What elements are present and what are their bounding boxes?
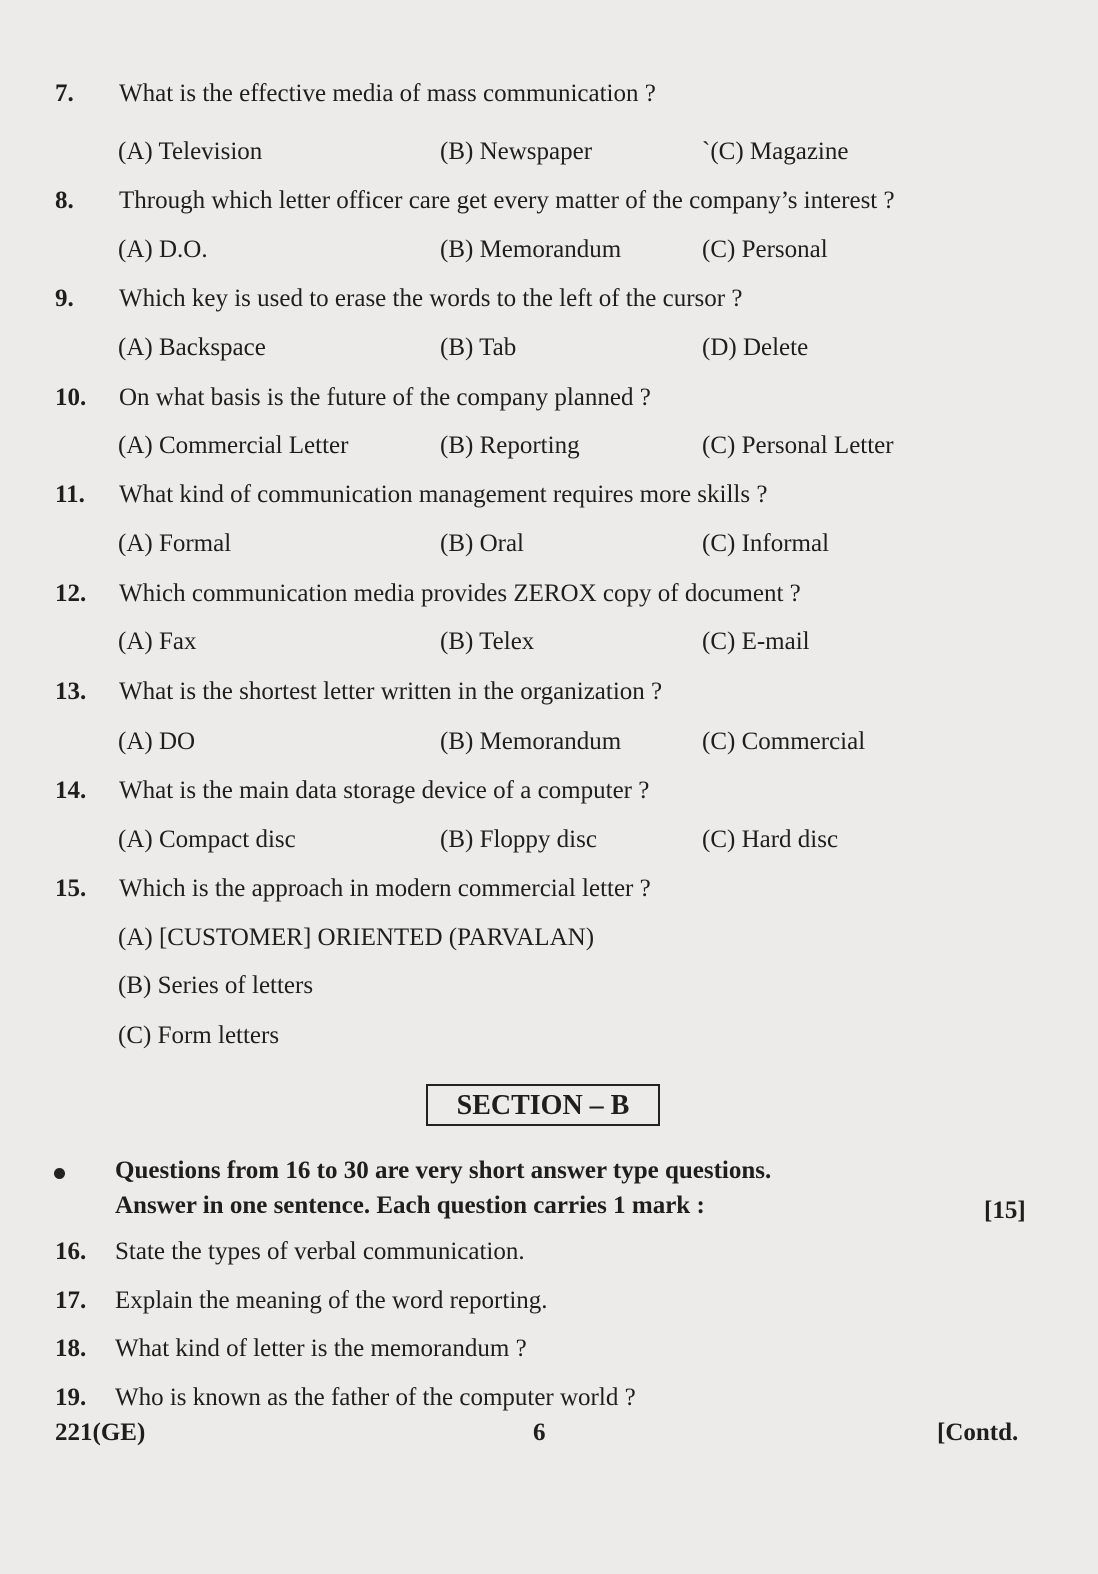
question-text: What kind of communication management requires more skills ? [119,481,768,508]
question-text: What is the main data storage device of a computer ? [119,777,650,804]
option-a: (A) D.O. [118,236,208,263]
option-c: (C) Commercial [702,728,866,755]
question-text: Who is known as the father of the computer world ? [115,1384,636,1411]
page-number: 6 [533,1419,546,1446]
option-d: (D) Delete [702,334,809,361]
question-text: State the types of verbal communication. [115,1238,525,1265]
question-text: Which communication media provides ZEROX copy of document ? [119,580,801,607]
question-text: What kind of letter is the memorandum ? [115,1335,527,1362]
option-c: (C) Personal [702,236,828,263]
section-b-instruction-line1: Questions from 16 to 30 are very short answer type questions. [115,1157,772,1184]
question-number: 11. [55,481,85,508]
option-a: (A) Television [118,138,263,165]
option-a: (A) Formal [118,530,232,557]
option-b: (B) Memorandum [440,236,622,263]
section-b-marks: [15] [984,1197,1026,1224]
question-text: On what basis is the future of the company planned ? [119,384,651,411]
option-b: (B) Oral [440,530,524,557]
option-a: (A) DO [118,728,196,755]
option-c: `(C) Magazine [702,138,849,165]
question-number: 15. [55,875,87,902]
continued-label: [Contd. [937,1419,1019,1446]
option-a: (A) Backspace [118,334,266,361]
option-b: (B) Telex [440,628,535,655]
question-number: 8. [55,187,74,214]
question-number: 10. [55,384,87,411]
question-number: 16. [55,1238,87,1265]
option-b: (B) Series of letters [118,972,314,999]
question-text: Which key is used to erase the words to the left of the cursor ? [119,285,743,312]
section-b-heading: SECTION – B [426,1084,660,1126]
question-number: 12. [55,580,87,607]
bullet-icon [54,1168,65,1179]
section-b-instruction-line2: Answer in one sentence. Each question carries 1 mark : [115,1192,705,1219]
question-text: What is the shortest letter written in the organization ? [119,678,663,705]
question-text: Through which letter officer care get every matter of the company’s interest ? [119,187,895,214]
option-a: (A) [CUSTOMER] ORIENTED (PARVALAN) [118,924,595,951]
paper-code: 221(GE) [55,1419,146,1446]
option-c: (C) Form letters [118,1022,280,1049]
question-text: What is the effective media of mass communication ? [119,80,656,107]
question-number: 9. [55,285,74,312]
option-c: (C) Personal Letter [702,432,894,459]
option-c: (C) Hard disc [702,826,839,853]
question-number: 17. [55,1287,87,1314]
question-text: Which is the approach in modern commercial letter ? [119,875,651,902]
question-number: 13. [55,678,87,705]
question-number: 19. [55,1384,87,1411]
option-b: (B) Floppy disc [440,826,597,853]
option-a: (A) Compact disc [118,826,296,853]
option-c: (C) Informal [702,530,830,557]
question-number: 14. [55,777,87,804]
option-b: (B) Tab [440,334,517,361]
option-c: (C) E-mail [702,628,810,655]
question-number: 7. [55,80,74,107]
option-a: (A) Commercial Letter [118,432,349,459]
option-a: (A) Fax [118,628,197,655]
question-text: Explain the meaning of the word reporting. [115,1287,548,1314]
question-number: 18. [55,1335,87,1362]
option-b: (B) Memorandum [440,728,622,755]
option-b: (B) Newspaper [440,138,593,165]
option-b: (B) Reporting [440,432,580,459]
